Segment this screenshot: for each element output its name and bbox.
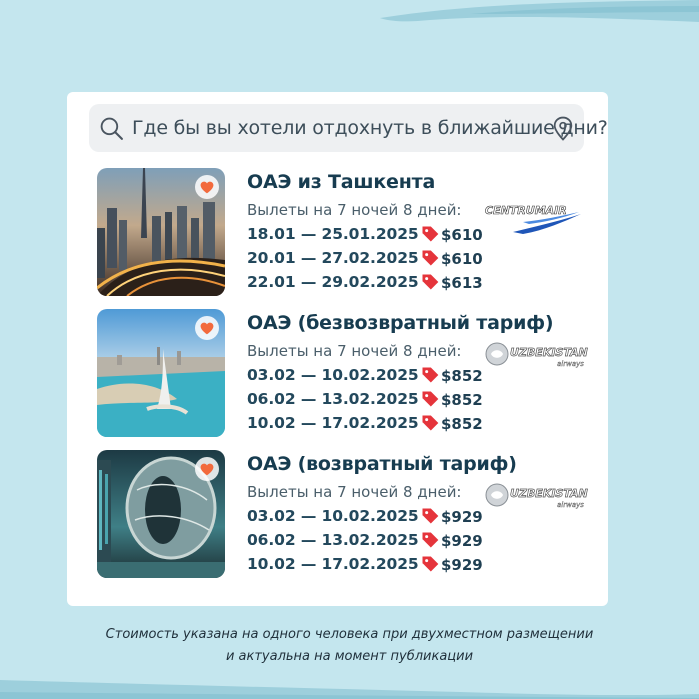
airline-name: UZBEKISTAN — [510, 346, 588, 359]
footnote-line-2: и актуальна на момент публикации — [225, 649, 474, 664]
price-tag-icon — [420, 365, 440, 385]
favorite-button[interactable] — [195, 316, 219, 340]
price-tag-icon — [420, 554, 440, 574]
price-tag-icon — [420, 272, 440, 292]
tour-card[interactable] — [97, 450, 587, 580]
background-brush-top — [0, 0, 699, 60]
svg-text:CENTRUMAIR: CENTRUMAIR — [485, 204, 567, 217]
departure-dates: 06.02 — 13.02.2025 — [247, 390, 419, 408]
centrumair-logo — [483, 202, 583, 236]
price: $610 — [441, 250, 483, 268]
price: $613 — [441, 274, 483, 292]
price-tag-icon — [420, 389, 440, 409]
tour-card[interactable] — [97, 168, 587, 298]
departure-row[interactable] — [247, 272, 483, 294]
departure-row[interactable] — [247, 554, 483, 576]
airline-sub: airways — [557, 360, 584, 368]
tour-card[interactable] — [97, 309, 587, 439]
tours-card — [67, 92, 608, 606]
tour-subtitle: Вылеты на 7 ночей 8 дней: — [247, 201, 462, 219]
tour-subtitle: Вылеты на 7 ночей 8 дней: — [247, 483, 462, 501]
search-bar[interactable] — [89, 104, 608, 152]
search-icon — [99, 116, 124, 141]
tour-subtitle: Вылеты на 7 ночей 8 дней: — [247, 342, 462, 360]
footnote-line-1: Стоимость указана на одного человека при двухместном размещении — [105, 627, 594, 642]
heart-icon — [200, 181, 214, 194]
departure-row[interactable] — [247, 224, 483, 246]
heart-icon — [200, 322, 214, 335]
heart-icon — [200, 463, 214, 476]
tour-photo-burj-al-arab[interactable] — [97, 309, 225, 437]
departure-dates: 06.02 — 13.02.2025 — [247, 531, 419, 549]
favorite-button[interactable] — [195, 457, 219, 481]
departure-row[interactable] — [247, 248, 483, 270]
tour-photo-museum-of-the-future[interactable] — [97, 450, 225, 578]
tour-title: ОАЭ (безвозвратный тариф) — [247, 312, 554, 334]
footnote — [0, 624, 699, 668]
departure-dates: 10.02 — 17.02.2025 — [247, 555, 419, 573]
price-tag-icon — [420, 506, 440, 526]
tour-title: ОАЭ из Ташкента — [247, 171, 436, 193]
departure-dates: 03.02 — 10.02.2025 — [247, 507, 419, 525]
price-tag-icon — [420, 224, 440, 244]
location-pin-icon[interactable] — [552, 116, 574, 141]
price: $610 — [441, 226, 483, 244]
uzbekistan-airways-logo — [485, 340, 591, 370]
price: $929 — [441, 508, 483, 526]
departure-row[interactable] — [247, 365, 483, 387]
airline-name: UZBEKISTAN — [510, 487, 588, 500]
search-input[interactable]: Где бы вы хотели отдохнуть в ближайшие дни? — [132, 117, 608, 139]
price: $929 — [441, 532, 483, 550]
price: $929 — [441, 556, 483, 574]
departure-dates: 18.01 — 25.01.2025 — [247, 225, 419, 243]
price-tag-icon — [420, 248, 440, 268]
departure-row[interactable] — [247, 413, 483, 435]
departure-dates: 10.02 — 17.02.2025 — [247, 414, 419, 432]
uzbekistan-airways-logo — [485, 481, 591, 511]
departure-dates: 20.01 — 27.02.2025 — [247, 249, 419, 267]
departure-row[interactable] — [247, 506, 483, 528]
price-tag-icon — [420, 413, 440, 433]
tour-photo-dubai-skyline[interactable] — [97, 168, 225, 296]
price-tag-icon — [420, 530, 440, 550]
price: $852 — [441, 391, 483, 409]
departure-row[interactable] — [247, 389, 483, 411]
price: $852 — [441, 367, 483, 385]
tour-title: ОАЭ (возвратный тариф) — [247, 453, 517, 475]
departure-dates: 22.01 — 29.02.2025 — [247, 273, 419, 291]
airline-sub: airways — [557, 501, 584, 509]
favorite-button[interactable] — [195, 175, 219, 199]
departure-dates: 03.02 — 10.02.2025 — [247, 366, 419, 384]
price: $852 — [441, 415, 483, 433]
departure-row[interactable] — [247, 530, 483, 552]
